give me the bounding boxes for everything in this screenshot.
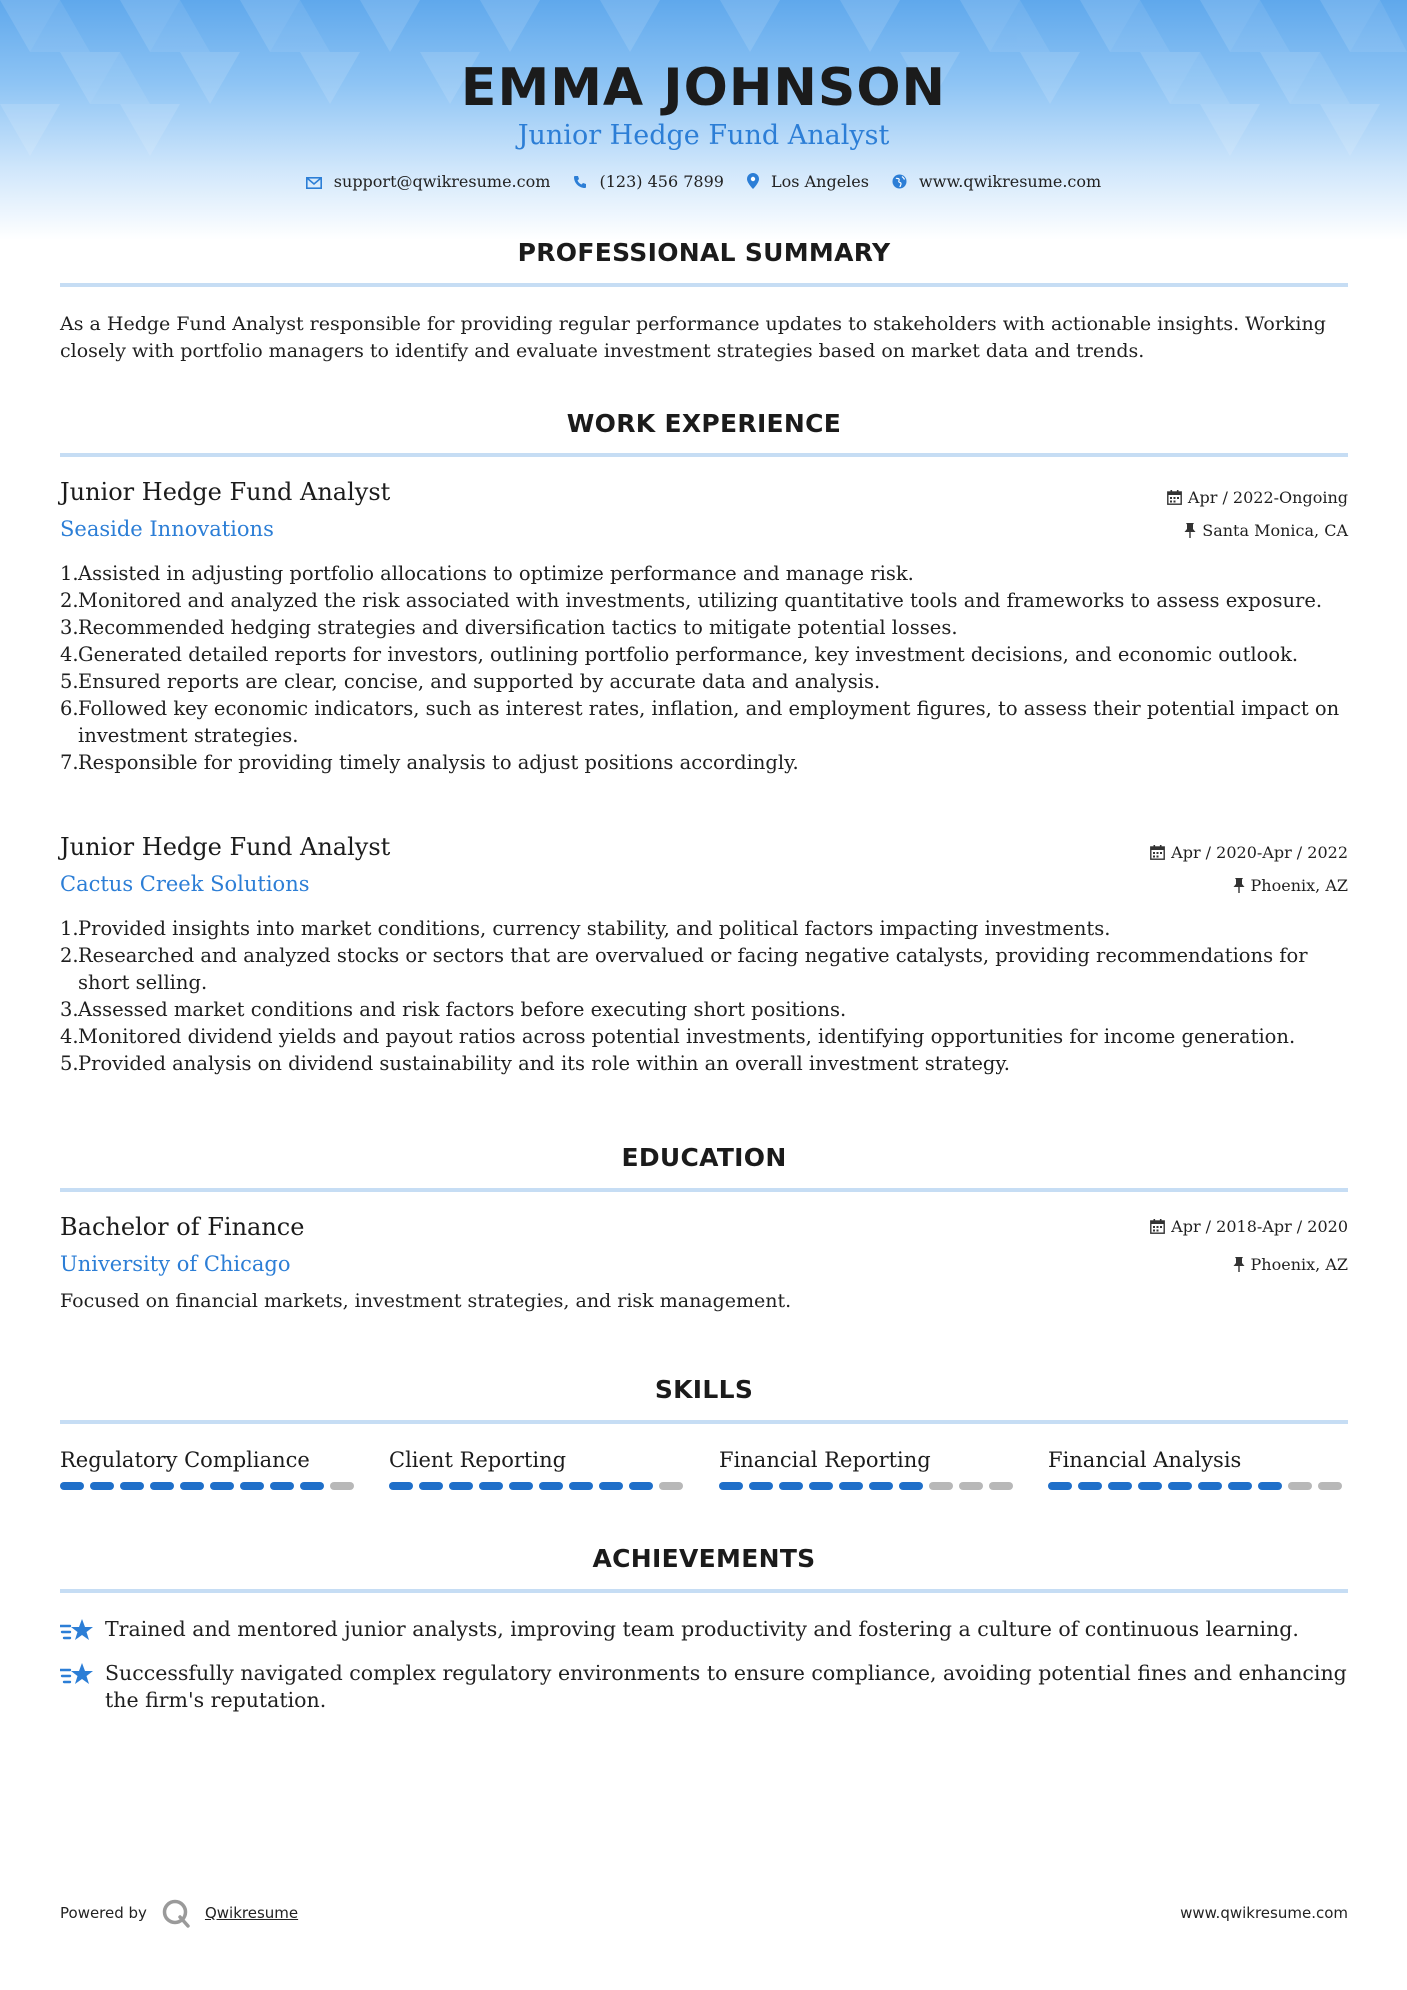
- achievements-heading: ACHIEVEMENTS: [592, 1544, 816, 1573]
- skill-segment-filled: [599, 1482, 623, 1490]
- skill-segment-filled: [899, 1482, 923, 1490]
- job-dates: [1167, 488, 1348, 507]
- skill-segment-filled: [240, 1482, 264, 1490]
- email-text: support@qwikresume.com: [333, 172, 551, 191]
- skill-item: [719, 1446, 1019, 1490]
- list-item: 1.Provided insights into market conditions, currency stability, and political factors impacting investments.: [60, 917, 1111, 940]
- skill-label: Regulatory Compliance: [60, 1448, 310, 1472]
- skill-segment-empty: [929, 1482, 953, 1490]
- skill-item: [1048, 1446, 1348, 1490]
- contact-email[interactable]: [306, 172, 551, 191]
- list-item: 7.Responsible for providing timely analysis to adjust positions accordingly.: [60, 751, 799, 774]
- skill-segment-filled: [1138, 1482, 1162, 1490]
- shooting-star-icon: [60, 1662, 94, 1688]
- resume-header: [0, 56, 1407, 154]
- list-item: 4.Generated detailed reports for investors, outlining portfolio performance, key investment decisions, and economic outlook.: [60, 643, 1299, 666]
- list-item: 3.Assessed market conditions and risk factors before executing short positions.: [60, 998, 847, 1021]
- summary-rule: [60, 283, 1348, 287]
- list-item: 5.Provided analysis on dividend sustainability and its role within an overall investment strategy.: [60, 1052, 1010, 1075]
- skill-segment-empty: [330, 1482, 354, 1490]
- contact-bar: [0, 172, 1407, 191]
- skill-level-bar: [1048, 1482, 1348, 1490]
- skill-segment-empty: [1318, 1482, 1342, 1490]
- skill-segment-filled: [749, 1482, 773, 1490]
- skill-segment-empty: [959, 1482, 983, 1490]
- skill-segment-filled: [449, 1482, 473, 1490]
- powered-by-label: Powered by: [60, 1904, 147, 1922]
- education-description: Focused on financial markets, investment strategies, and risk management.: [60, 1290, 792, 1312]
- brand-link[interactable]: Qwikresume: [204, 1904, 299, 1922]
- skill-segment-empty: [659, 1482, 683, 1490]
- summary-text: As a Hedge Fund Analyst responsible for providing regular performance updates to stakeholders with actionable insights. Working closely with portfolio managers to identify and evaluate investment strategies based on market data and trends.: [60, 313, 1326, 362]
- skill-segment-filled: [1108, 1482, 1132, 1490]
- school-name: University of Chicago: [60, 1252, 291, 1276]
- skill-segment-empty: [1288, 1482, 1312, 1490]
- skill-segment-empty: [989, 1482, 1013, 1490]
- skill-segment-filled: [569, 1482, 593, 1490]
- skill-label: Financial Reporting: [719, 1448, 931, 1472]
- location-text: Los Angeles: [771, 172, 869, 191]
- experience-heading: WORK EXPERIENCE: [566, 409, 842, 438]
- list-item: 2.Monitored and analyzed the risk associated with investments, utilizing quantitative tools and frameworks to assess exposure.: [60, 589, 1323, 612]
- list-item: 3.Recommended hedging strategies and diversification tactics to mitigate potential losses.: [60, 616, 958, 639]
- achievements-rule: [60, 1589, 1348, 1593]
- skill-segment-filled: [210, 1482, 234, 1490]
- list-item: 5.Ensured reports are clear, concise, and supported by accurate data and analysis.: [60, 670, 881, 693]
- envelope-icon: [306, 177, 322, 189]
- list-item: 1.Assisted in adjusting portfolio allocations to optimize performance and manage risk.: [60, 562, 914, 585]
- skill-segment-filled: [479, 1482, 503, 1490]
- job-dates-text: Apr / 2022-Ongoing: [1187, 488, 1348, 507]
- skill-level-bar: [719, 1482, 1019, 1490]
- contact-location: [747, 172, 869, 191]
- skill-segment-filled: [509, 1482, 533, 1490]
- skill-segment-filled: [150, 1482, 174, 1490]
- skill-segment-filled: [1258, 1482, 1282, 1490]
- job-location-text: Phoenix, AZ: [1250, 876, 1348, 895]
- skill-segment-filled: [1168, 1482, 1192, 1490]
- footer-powered-by: [60, 1898, 298, 1928]
- job-title: Junior Hedge Fund Analyst: [60, 478, 391, 506]
- education-dates: [1150, 1217, 1348, 1236]
- achievement-item: [60, 1660, 1350, 1714]
- experience-rule: [60, 453, 1348, 457]
- skill-segment-filled: [839, 1482, 863, 1490]
- skill-segment-filled: [629, 1482, 653, 1490]
- job-location: [1184, 521, 1348, 540]
- skills-rule: [60, 1420, 1348, 1424]
- skill-item: [60, 1446, 360, 1490]
- pushpin-icon: [1233, 878, 1245, 893]
- footer-website-link[interactable]: www.qwikresume.com: [1180, 1904, 1348, 1922]
- list-item: 4.Monitored dividend yields and payout ratios across potential investments, identifying opportunities for income generation.: [60, 1025, 1296, 1048]
- job-dates: [1150, 843, 1348, 862]
- achievement-text: Trained and mentored junior analysts, improving team productivity and fostering a culture of continuous learning.: [105, 1617, 1299, 1641]
- job-location-text: Santa Monica, CA: [1202, 521, 1348, 540]
- candidate-title: Junior Hedge Fund Analyst: [517, 120, 890, 151]
- candidate-name: EMMA JOHNSON: [460, 58, 947, 118]
- website-text: www.qwikresume.com: [919, 172, 1102, 191]
- calendar-icon: [1150, 845, 1165, 860]
- skill-segment-filled: [1198, 1482, 1222, 1490]
- job-responsibilities: [60, 560, 1350, 776]
- skill-segment-filled: [779, 1482, 803, 1490]
- map-pin-icon: [747, 173, 759, 189]
- list-item: 2.Researched and analyzed stocks or sectors that are overvalued or facing negative catalysts, providing recommendations for short selling.: [60, 944, 1308, 994]
- phone-text: (123) 456 7899: [599, 172, 724, 191]
- skill-level-bar: [60, 1482, 360, 1490]
- contact-website[interactable]: [892, 172, 1101, 191]
- achievement-item: [60, 1616, 1350, 1643]
- skill-segment-filled: [180, 1482, 204, 1490]
- job-location: [1233, 876, 1348, 895]
- phone-icon: [573, 175, 587, 189]
- skill-level-bar: [389, 1482, 689, 1490]
- skill-segment-filled: [869, 1482, 893, 1490]
- skill-segment-filled: [1078, 1482, 1102, 1490]
- skill-segment-filled: [809, 1482, 833, 1490]
- skill-segment-filled: [90, 1482, 114, 1490]
- skill-segment-filled: [1048, 1482, 1072, 1490]
- skill-segment-filled: [389, 1482, 413, 1490]
- skill-label: Client Reporting: [389, 1448, 567, 1472]
- pushpin-icon: [1233, 1257, 1245, 1272]
- pushpin-icon: [1184, 523, 1196, 538]
- skill-segment-filled: [60, 1482, 84, 1490]
- skills-heading: SKILLS: [654, 1375, 754, 1404]
- calendar-icon: [1150, 1219, 1165, 1234]
- qwikresume-logo-icon: [161, 1898, 191, 1928]
- globe-icon: [892, 174, 907, 189]
- company-name: Cactus Creek Solutions: [60, 872, 310, 896]
- education-location-text: Phoenix, AZ: [1250, 1255, 1348, 1274]
- achievement-text: Successfully navigated complex regulatory environments to ensure compliance, avoiding potential fines and enhancing the firm's reputation.: [105, 1661, 1347, 1712]
- education-location: [1233, 1255, 1348, 1274]
- skill-segment-filled: [719, 1482, 743, 1490]
- skill-segment-filled: [419, 1482, 443, 1490]
- skill-segment-filled: [270, 1482, 294, 1490]
- skill-segment-filled: [120, 1482, 144, 1490]
- education-heading: EDUCATION: [621, 1143, 787, 1172]
- education-dates-text: Apr / 2018-Apr / 2020: [1171, 1217, 1348, 1236]
- company-name: Seaside Innovations: [60, 517, 274, 541]
- skill-segment-filled: [300, 1482, 324, 1490]
- calendar-icon: [1167, 490, 1182, 505]
- degree-title: Bachelor of Finance: [60, 1213, 305, 1241]
- education-rule: [60, 1188, 1348, 1192]
- skill-segment-filled: [1228, 1482, 1252, 1490]
- shooting-star-icon: [60, 1618, 94, 1644]
- job-responsibilities: [60, 915, 1350, 1077]
- job-dates-text: Apr / 2020-Apr / 2022: [1171, 843, 1348, 862]
- skill-label: Financial Analysis: [1048, 1448, 1242, 1472]
- contact-phone[interactable]: [573, 172, 723, 191]
- skill-item: [389, 1446, 689, 1490]
- job-title: Junior Hedge Fund Analyst: [60, 833, 391, 861]
- skill-segment-filled: [539, 1482, 563, 1490]
- list-item: 6.Followed key economic indicators, such as interest rates, inflation, and employment figures, to assess their potential impact on investment strategies.: [60, 697, 1340, 747]
- summary-heading: PROFESSIONAL SUMMARY: [517, 238, 891, 267]
